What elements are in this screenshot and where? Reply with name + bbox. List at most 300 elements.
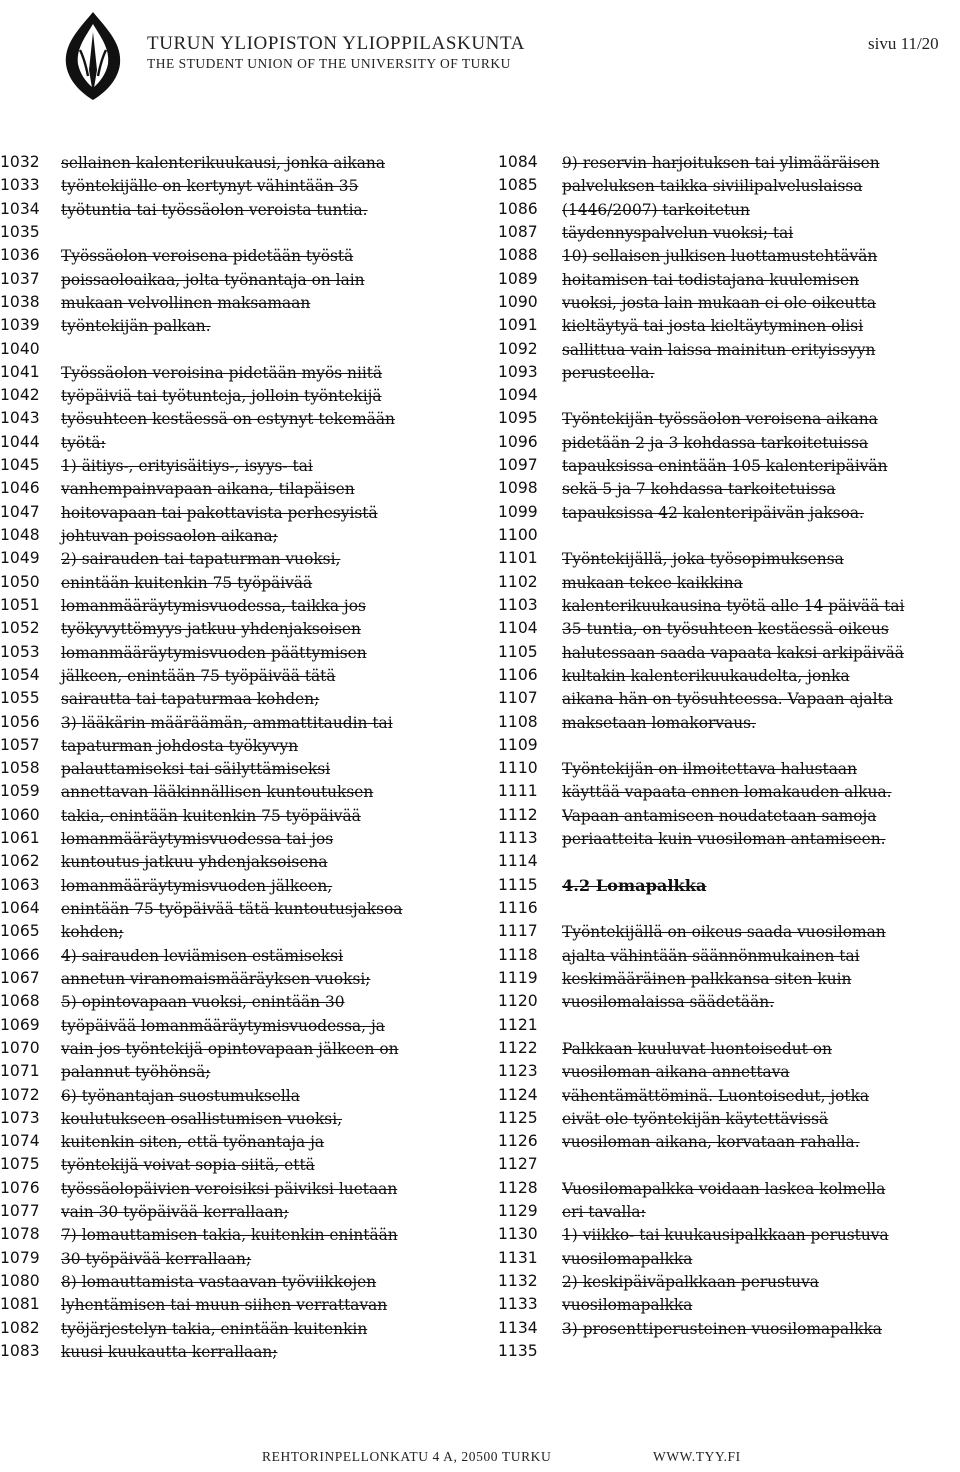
- line-text: ajalta vähintään säännönmukainen tai: [562, 946, 860, 965]
- line-text: 35 tuntia, on työsuhteen kestäessä oikeus: [562, 620, 889, 639]
- text-line: [498, 804, 960, 827]
- line-number: 1040: [0, 339, 40, 358]
- text-line: [498, 734, 960, 757]
- line-number: 1047: [0, 502, 40, 521]
- line-number: 1056: [0, 712, 40, 731]
- line-number: 1104: [498, 619, 538, 638]
- line-number: 1127: [498, 1155, 538, 1174]
- line-text: vuosilomapalkka: [562, 1296, 693, 1315]
- text-line: [0, 407, 480, 430]
- text-line: [498, 501, 960, 524]
- line-number: 1081: [0, 1295, 40, 1314]
- line-number: 1110: [498, 759, 538, 778]
- text-line: [0, 571, 480, 594]
- text-line: [498, 1340, 960, 1363]
- line-number: 1058: [0, 759, 40, 778]
- line-number: 1088: [498, 246, 538, 265]
- line-number: 1115: [498, 875, 538, 894]
- line-number: 1117: [498, 922, 538, 941]
- text-line: [498, 617, 960, 640]
- text-line: [0, 804, 480, 827]
- page-number: sivu 11/20: [868, 34, 939, 53]
- line-text: poissaoloaikaa, jolta työnantaja on lain: [61, 270, 365, 289]
- line-text: lomanmääräytymisvuodessa, taikka jos: [61, 596, 366, 615]
- text-line: [0, 547, 480, 570]
- line-text: kalenterikuukausina työtä alle 14 päivää tai: [562, 596, 905, 615]
- line-text: kuitenkin siten, että työnantaja ja: [61, 1133, 325, 1152]
- left-text-column: [0, 151, 480, 1363]
- text-line: [0, 501, 480, 524]
- line-text: perusteella.: [562, 363, 655, 382]
- line-text: pidetään 2 ja 3 kohdassa tarkoitetuissa: [562, 433, 869, 452]
- text-line: [498, 944, 960, 967]
- text-line: [0, 897, 480, 920]
- line-number: 1098: [498, 479, 538, 498]
- text-line: [498, 338, 960, 361]
- line-text: vuosiloman aikana annettava: [562, 1063, 790, 1082]
- line-text: takia, enintään kuitenkin 75 työpäivää: [61, 806, 361, 825]
- text-line: [498, 221, 960, 244]
- line-text: työjärjestelyn takia, enintään kuitenkin: [61, 1319, 368, 1338]
- line-number: 1082: [0, 1318, 40, 1337]
- line-text: sairautta tai tapaturmaa kohden;: [61, 690, 320, 709]
- text-line: [498, 314, 960, 337]
- text-line: [498, 407, 960, 430]
- line-number: 1105: [498, 642, 538, 661]
- text-line: [0, 1153, 480, 1176]
- line-number: 1133: [498, 1295, 538, 1314]
- text-line: [498, 1177, 960, 1200]
- line-number: 1119: [498, 968, 538, 987]
- text-line: [498, 641, 960, 664]
- line-text: 10) sellaisen julkisen luottamustehtävän: [562, 247, 878, 266]
- line-number: 1035: [0, 222, 40, 241]
- line-number: 1032: [0, 153, 40, 171]
- line-number: 1109: [498, 735, 538, 754]
- line-number: 1118: [498, 945, 538, 964]
- line-text: vain jos työntekijä opintovapaan jälkeen on: [61, 1039, 399, 1058]
- line-text: täydennyspalvelun vuoksi; tai: [562, 223, 794, 242]
- org-subtitle: THE STUDENT UNION OF THE UNIVERSITY OF TURKU: [147, 56, 511, 71]
- line-text: vuoksi, josta lain mukaan ei ole oikeutta: [562, 293, 876, 312]
- line-number: 1034: [0, 199, 40, 218]
- line-number: 1095: [498, 409, 538, 428]
- text-line: [0, 524, 480, 547]
- text-line: [0, 1247, 480, 1270]
- text-line: [498, 1270, 960, 1293]
- text-line: [0, 454, 480, 477]
- text-line: [498, 1037, 960, 1060]
- text-line: [0, 990, 480, 1013]
- line-number: 1130: [498, 1225, 538, 1244]
- text-line: [498, 1293, 960, 1316]
- text-line: [0, 291, 480, 314]
- line-text: 1) äitiys-, erityisäitiys-, isyys- tai: [61, 457, 313, 476]
- line-number: 1114: [498, 852, 538, 871]
- line-text: kieltäytyä tai josta kieltäytyminen olisi: [562, 317, 864, 336]
- section-heading: 4.2 Lomapalkka: [562, 875, 707, 895]
- line-number: 1069: [0, 1015, 40, 1034]
- text-line: [0, 687, 480, 710]
- text-line: [0, 431, 480, 454]
- text-line: [498, 780, 960, 803]
- line-text: Työssäolon veroisena pidetään työstä: [61, 247, 354, 266]
- line-text: 30 työpäivää kerrallaan;: [61, 1249, 252, 1268]
- text-line: [498, 827, 960, 850]
- line-number: 1059: [0, 782, 40, 801]
- line-number: 1112: [498, 805, 538, 824]
- line-number: 1066: [0, 945, 40, 964]
- text-line: [0, 594, 480, 617]
- line-text: tapauksissa enintään 105 kalenteripäivän: [562, 457, 888, 476]
- line-number: 1125: [498, 1108, 538, 1127]
- text-line: [498, 477, 960, 500]
- text-line: [0, 1293, 480, 1316]
- line-text: sellainen kalenterikuukausi, jonka aikana: [61, 154, 385, 172]
- line-text: 3) prosenttiperusteinen vuosilomapalkka: [562, 1319, 882, 1338]
- text-line: [0, 1317, 480, 1340]
- line-number: 1046: [0, 479, 40, 498]
- line-text: mukaan tekee kaikkina: [562, 573, 743, 592]
- text-line: [0, 174, 480, 197]
- line-number: 1043: [0, 409, 40, 428]
- line-number: 1061: [0, 829, 40, 848]
- text-line: [498, 291, 960, 314]
- text-line: [498, 244, 960, 267]
- text-line: [498, 711, 960, 734]
- line-number: 1099: [498, 502, 538, 521]
- text-line: [498, 1014, 960, 1037]
- text-line: [498, 1200, 960, 1223]
- line-text: 7) lomauttamisen takia, kuitenkin enintään: [61, 1226, 398, 1245]
- line-text: Työntekijän on ilmoitettava halustaan: [562, 760, 857, 779]
- line-text: työssäolopäivien veroisiksi päiviksi luetaan: [61, 1179, 398, 1198]
- line-text: eivät ole työntekijän käytettävissä: [562, 1109, 829, 1128]
- text-line: [498, 990, 960, 1013]
- text-line: [0, 827, 480, 850]
- line-text: vähentämättöminä. Luontoisedut, jotka: [562, 1086, 870, 1105]
- text-line: [498, 1223, 960, 1246]
- text-line: [498, 1130, 960, 1153]
- page-footer: [0, 1445, 960, 1469]
- text-line: [0, 944, 480, 967]
- line-number: 1094: [498, 386, 538, 405]
- page-header: [0, 0, 960, 120]
- line-text: työtuntia tai työssäolon veroista tuntia.: [61, 200, 368, 219]
- line-number: 1065: [0, 922, 40, 941]
- line-text: vuosiloman aikana, korvataan rahalla.: [562, 1133, 860, 1152]
- line-text: maksetaan lomakorvaus.: [562, 713, 756, 732]
- text-line: [0, 384, 480, 407]
- line-number: 1124: [498, 1085, 538, 1104]
- line-text: palannut työhönsä;: [61, 1063, 211, 1082]
- line-number: 1064: [0, 899, 40, 917]
- text-line: [498, 1107, 960, 1130]
- text-line: [498, 757, 960, 780]
- line-number: 1033: [0, 176, 40, 195]
- line-text: tapauksissa 42 kalenteripäivän jaksoa.: [562, 503, 864, 522]
- line-text: 3) lääkärin määräämän, ammattitaudin tai: [61, 713, 393, 732]
- line-text: Työssäolon veroisina pidetään myös niitä: [61, 363, 383, 382]
- org-name: TURUN YLIOPISTON YLIOPPILASKUNTA: [147, 33, 525, 54]
- line-number: 1103: [498, 595, 538, 614]
- text-line: [498, 547, 960, 570]
- text-line: [0, 268, 480, 291]
- line-number: 1050: [0, 572, 40, 591]
- line-text: 2) sairauden tai tapaturman vuoksi,: [61, 550, 341, 569]
- line-text: 8) lomauttamista vastaavan työviikkojen: [61, 1273, 377, 1291]
- text-line: [0, 1130, 480, 1153]
- text-line: [0, 967, 480, 990]
- line-number: 1090: [498, 292, 538, 311]
- line-number: 1123: [498, 1062, 538, 1081]
- line-text: työsuhteen kestäessä on estynyt tekemään: [61, 410, 395, 429]
- line-text: vuosilomalaissa säädetään.: [562, 993, 775, 1012]
- text-line: [498, 1060, 960, 1083]
- text-line: [0, 874, 480, 897]
- text-line: [498, 151, 960, 174]
- text-line: [0, 711, 480, 734]
- text-line: [498, 384, 960, 407]
- line-number: 1055: [0, 689, 40, 708]
- line-number: 1091: [498, 316, 538, 335]
- line-number: 1131: [498, 1248, 538, 1267]
- line-number: 1085: [498, 176, 538, 195]
- line-number: 1048: [0, 526, 40, 544]
- line-number: 1052: [0, 619, 40, 638]
- line-number: 1044: [0, 432, 40, 451]
- line-text: 1) viikko- tai kuukausipalkkaan perustuva: [562, 1226, 889, 1245]
- line-text: Vuosilomapalkka voidaan laskea kolmella: [562, 1179, 886, 1198]
- text-line: [0, 617, 480, 640]
- line-text: Palkkaan kuuluvat luontoisedut on: [562, 1039, 832, 1058]
- text-line: [498, 268, 960, 291]
- line-text: enintään kuitenkin 75 työpäivää: [61, 573, 313, 592]
- line-text: sekä 5 ja 7 kohdassa tarkoitetuissa: [562, 480, 836, 499]
- line-number: 1101: [498, 549, 538, 568]
- line-text: työpäiviä tai työtunteja, jolloin työntekijä: [61, 387, 382, 406]
- line-text: työntekijän palkan.: [61, 317, 211, 336]
- text-line: [0, 920, 480, 943]
- line-number: 1039: [0, 316, 40, 335]
- line-text: palauttamiseksi tai säilyttämiseksi: [61, 760, 331, 779]
- line-number: 1116: [498, 899, 538, 917]
- footer-address: REHTORINPELLONKATU 4 A, 20500 TURKU: [262, 1449, 552, 1464]
- line-text: vain 30 työpäivää kerrallaan;: [61, 1203, 289, 1222]
- text-line: [0, 1060, 480, 1083]
- tyy-torch-logo-icon: [58, 10, 128, 102]
- text-line: [0, 314, 480, 337]
- text-line: [498, 967, 960, 990]
- text-line: [498, 594, 960, 617]
- line-number: 1134: [498, 1318, 538, 1337]
- text-line: [498, 874, 960, 897]
- text-line: [0, 1223, 480, 1246]
- line-number: 1076: [0, 1178, 40, 1197]
- text-line: [498, 664, 960, 687]
- text-line: [0, 664, 480, 687]
- line-text: hoitovapaan tai pakottavista perhesyistä: [61, 503, 378, 522]
- line-text: johtuvan poissaolon aikana;: [61, 527, 278, 545]
- line-number: 1041: [0, 362, 40, 381]
- line-number: 1060: [0, 805, 40, 824]
- text-line: [498, 524, 960, 547]
- line-number: 1097: [498, 456, 538, 475]
- line-text: halutessaan saada vapaata kaksi arkipäivää: [562, 643, 904, 662]
- right-text-column: [498, 151, 960, 1363]
- line-text: (1446/2007) tarkoitetun: [562, 200, 750, 219]
- line-text: kuusi kuukautta kerrallaan;: [61, 1342, 278, 1361]
- text-line: [498, 850, 960, 873]
- line-number: 1102: [498, 572, 538, 591]
- text-line: [0, 338, 480, 361]
- line-text: jälkeen, enintään 75 työpäivää tätä: [61, 666, 336, 685]
- line-number: 1135: [498, 1341, 538, 1360]
- text-line: [0, 1340, 480, 1363]
- text-line: [0, 850, 480, 873]
- text-line: [498, 431, 960, 454]
- line-number: 1084: [498, 153, 538, 171]
- line-number: 1107: [498, 689, 538, 708]
- line-number: 1083: [0, 1341, 40, 1360]
- line-number: 1054: [0, 665, 40, 684]
- text-line: [0, 244, 480, 267]
- text-line: [0, 151, 480, 174]
- text-line: [498, 1084, 960, 1107]
- line-number: 1086: [498, 199, 538, 218]
- line-number: 1132: [498, 1272, 538, 1290]
- line-number: 1045: [0, 456, 40, 475]
- text-line: [0, 477, 480, 500]
- line-number: 1089: [498, 269, 538, 288]
- line-text: 2) keskipäiväpalkkaan perustuva: [562, 1273, 819, 1291]
- text-line: [0, 1037, 480, 1060]
- line-text: lomanmääräytymisvuoden päättymisen: [61, 643, 367, 662]
- text-line: [498, 897, 960, 920]
- line-number: 1113: [498, 829, 538, 848]
- line-number: 1096: [498, 432, 538, 451]
- line-number: 1077: [0, 1202, 40, 1221]
- line-text: periaatteita kuin vuosiloman antamiseen.: [562, 830, 886, 849]
- text-line: [498, 454, 960, 477]
- line-number: 1080: [0, 1272, 40, 1290]
- line-text: Työntekijällä on oikeus saada vuosiloman: [562, 923, 886, 942]
- text-line: [0, 1270, 480, 1293]
- line-text: eri tavalla:: [562, 1203, 646, 1222]
- line-text: annettavan lääkinnällisen kuntoutuksen: [61, 783, 374, 802]
- footer-url: WWW.TYY.FI: [653, 1449, 741, 1464]
- line-number: 1121: [498, 1015, 538, 1034]
- line-text: tapaturman johdosta työkyvyn: [61, 736, 299, 755]
- line-number: 1078: [0, 1225, 40, 1244]
- line-number: 1068: [0, 992, 40, 1011]
- line-text: annetun viranomaismääräyksen vuoksi;: [61, 969, 371, 988]
- line-text: Työntekijän työssäolon veroisena aikana: [562, 410, 878, 429]
- line-number: 1122: [498, 1038, 538, 1057]
- line-text: kuntoutus jatkuu yhdenjaksoisena: [61, 853, 328, 872]
- text-line: [0, 641, 480, 664]
- line-number: 1128: [498, 1178, 538, 1197]
- line-number: 1067: [0, 968, 40, 987]
- text-line: [0, 1177, 480, 1200]
- line-number: 1093: [498, 362, 538, 381]
- line-text: 9) reservin harjoituksen tai ylimääräisen: [562, 154, 880, 172]
- text-line: [498, 920, 960, 943]
- text-line: [0, 780, 480, 803]
- line-text: enintään 75 työpäivää tätä kuntoutusjaksoa: [61, 900, 403, 918]
- line-text: työntekijä voivat sopia siitä, että: [61, 1156, 315, 1175]
- text-line: [498, 361, 960, 384]
- line-number: 1100: [498, 526, 538, 544]
- line-number: 1108: [498, 712, 538, 731]
- line-number: 1057: [0, 735, 40, 754]
- text-line: [0, 1014, 480, 1037]
- line-number: 1075: [0, 1155, 40, 1174]
- line-text: Vapaan antamiseen noudatetaan samoja: [562, 806, 877, 825]
- line-number: 1120: [498, 992, 538, 1011]
- text-line: [0, 361, 480, 384]
- line-text: vanhempainvapaan aikana, tilapäisen: [61, 480, 355, 499]
- line-text: vuosilomapalkka: [562, 1249, 693, 1268]
- line-number: 1063: [0, 875, 40, 894]
- line-text: palveluksen taikka siviilipalveluslaissa: [562, 177, 863, 196]
- line-number: 1062: [0, 852, 40, 871]
- line-number: 1051: [0, 595, 40, 614]
- line-number: 1106: [498, 665, 538, 684]
- line-text: aikana hän on työsuhteessa. Vapaan ajalta: [562, 690, 893, 709]
- line-number: 1070: [0, 1038, 40, 1057]
- text-line: [498, 571, 960, 594]
- line-text: lomanmääräytymisvuoden jälkeen,: [61, 876, 333, 895]
- text-line: [498, 198, 960, 221]
- line-text: koulutukseen osallistumisen vuoksi,: [61, 1109, 343, 1128]
- text-line: [498, 1317, 960, 1340]
- text-line: [0, 1107, 480, 1130]
- line-text: työkyvyttömyys jatkuu yhdenjaksoisen: [61, 620, 361, 639]
- line-number: 1129: [498, 1202, 538, 1221]
- line-number: 1071: [0, 1062, 40, 1081]
- line-number: 1092: [498, 339, 538, 358]
- line-number: 1073: [0, 1108, 40, 1127]
- text-line: [498, 174, 960, 197]
- line-number: 1053: [0, 642, 40, 661]
- line-number: 1087: [498, 222, 538, 241]
- line-number: 1111: [498, 782, 538, 801]
- line-text: 5) opintovapaan vuoksi, enintään 30: [61, 993, 345, 1012]
- line-text: lomanmääräytymisvuodessa tai jos: [61, 830, 334, 849]
- text-line: [0, 1084, 480, 1107]
- text-line: [498, 687, 960, 710]
- line-number: 1038: [0, 292, 40, 311]
- line-number: 1049: [0, 549, 40, 568]
- line-number: 1042: [0, 386, 40, 405]
- line-number: 1126: [498, 1132, 538, 1151]
- text-line: [0, 1200, 480, 1223]
- line-text: sallittua vain laissa mainitun erityissyyn: [562, 340, 876, 359]
- line-text: kohden;: [61, 923, 124, 942]
- line-number: 1037: [0, 269, 40, 288]
- text-line: [0, 734, 480, 757]
- line-text: Työntekijällä, joka työsopimuksensa: [562, 550, 844, 569]
- text-line: [0, 221, 480, 244]
- text-line: [498, 1247, 960, 1270]
- line-number: 1074: [0, 1132, 40, 1151]
- text-line: [0, 757, 480, 780]
- line-text: 6) työnantajan suostumuksella: [61, 1086, 300, 1105]
- line-text: mukaan velvollinen maksamaan: [61, 293, 311, 312]
- line-text: käyttää vapaata ennen lomakauden alkua.: [562, 783, 892, 802]
- line-text: 4) sairauden leviämisen estämiseksi: [61, 946, 344, 965]
